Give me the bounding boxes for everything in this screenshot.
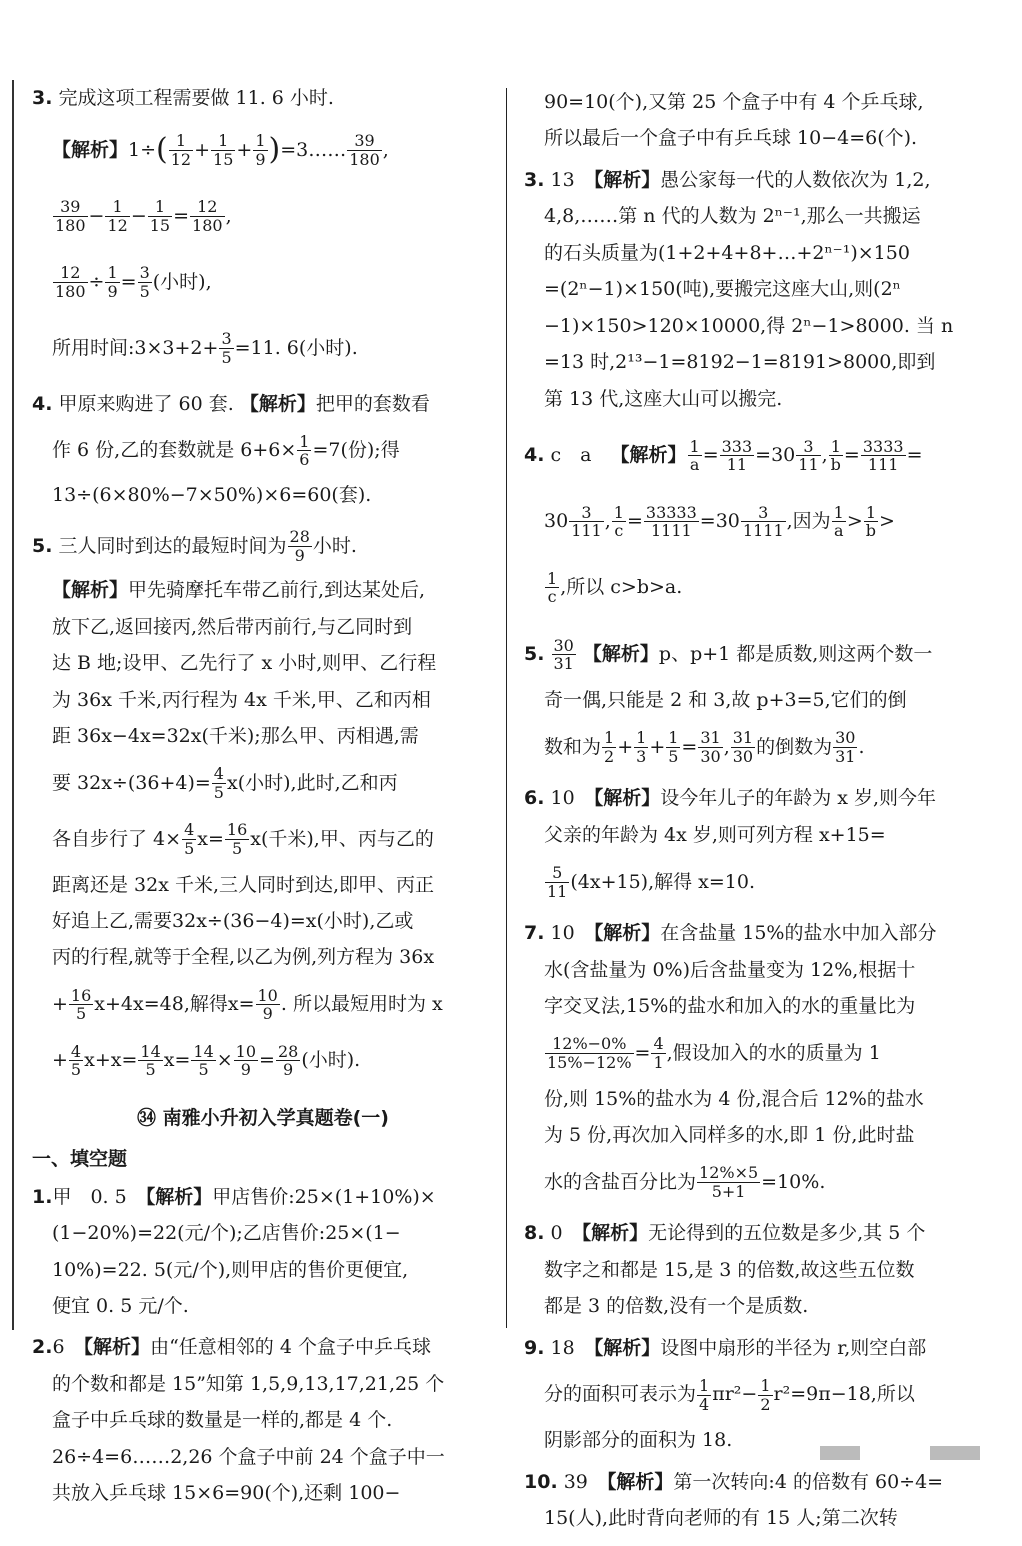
subsection-title: 一、填空题: [32, 1148, 128, 1171]
solution-text: =7(份);得: [312, 439, 400, 462]
solution-text: x=: [163, 1049, 191, 1072]
analysis-tag: 【解析】: [52, 138, 129, 161]
expr-text: 1÷: [128, 138, 157, 161]
fraction: $\frac{1}{a}$: [689, 436, 700, 475]
footer-mark: [930, 1446, 980, 1460]
solution-text: 愚公家每一代的人数依次为 1,2,: [660, 168, 931, 191]
fraction: $\frac{16}{5}$: [70, 985, 92, 1024]
solution-text: =13 时,2¹³−1=8192−1=8191>8000,即到: [544, 351, 936, 374]
answer-text: c a: [550, 444, 611, 467]
operator: ÷: [88, 270, 105, 293]
fraction: $\frac{1}{9}$: [255, 131, 266, 169]
solution-text: 的石头质量为(1+2+4+8+…+2ⁿ⁻¹)×150: [544, 241, 910, 264]
answer-5: [32, 522, 494, 1086]
question-8: [524, 1219, 986, 1321]
answer-text: 13: [550, 168, 594, 191]
fraction: $\frac{3}{11}$: [798, 436, 819, 475]
fraction: $\frac{3}{1111}$: [742, 502, 784, 541]
operator: >: [846, 510, 863, 533]
analysis-tag: 【解析】: [239, 393, 316, 416]
fraction: $\frac{12}{180}$: [192, 197, 223, 235]
solution-text: 设图中扇形的半径为 r,则空白部: [660, 1336, 927, 1359]
left-column: [32, 84, 494, 1521]
solution-text: 好追上乙,需要32x÷(36−4)=x(小时),乙或: [52, 909, 414, 932]
fraction: $\frac{14}{5}$: [193, 1041, 214, 1080]
fraction: $\frac{1}{a}$: [833, 502, 844, 541]
answer-text: 10: [550, 922, 594, 945]
item-number: 8.: [524, 1222, 545, 1245]
answer-line: [32, 522, 494, 570]
solution-line: [32, 252, 494, 312]
solution-line: [524, 857, 986, 907]
solution-text: ×: [216, 1049, 233, 1072]
fraction: $\frac{4}{1}$: [653, 1034, 664, 1073]
operator: =: [626, 510, 643, 533]
question-4: [524, 426, 986, 618]
solution-line: [524, 1029, 986, 1079]
operator: =: [681, 735, 698, 758]
solution-text: 水(含盐量为 0%)后含盐量变为 12%,根据十: [544, 958, 916, 981]
expr-text: 所用时间:3×3+2+: [52, 336, 219, 359]
analysis-tag: 【解析】: [52, 579, 129, 602]
solution-line: [524, 722, 986, 772]
close-paren: ): [268, 132, 281, 168]
solution-text: 奇一偶,只能是 2 和 3,故 p+3=5,它们的倒: [544, 688, 907, 711]
analysis-tag: 【解析】: [145, 1185, 213, 1208]
punct: ,: [604, 510, 611, 533]
answer-text: 0: [550, 1222, 582, 1245]
operator: +: [194, 138, 211, 161]
operator: =30: [699, 510, 740, 533]
solution-text: 26÷4=6……2,26 个盒子中前 24 个盒子中一: [52, 1445, 445, 1468]
fraction: $\frac{1}{b}$: [865, 502, 877, 541]
fraction: $\frac{1}{15}$: [213, 131, 234, 169]
fraction: $\frac{1}{2}$: [760, 1376, 771, 1414]
punct: ,: [225, 204, 232, 227]
item-number: 6.: [524, 787, 545, 810]
operator: =: [120, 270, 137, 293]
item-number: 5.: [524, 643, 545, 666]
operator: −: [130, 204, 147, 227]
solution-text: 在含盐量 15%的盐水中加入部分: [660, 922, 937, 945]
solution-line: [32, 815, 494, 865]
fraction: $\frac{28}{9}$: [289, 527, 310, 565]
solution-text: =10%.: [761, 1170, 826, 1193]
operator: =: [843, 444, 860, 467]
fraction: $\frac{333}{11}$: [721, 436, 753, 475]
solution-text: 把甲的套数看: [315, 393, 430, 416]
solution-text: 距 36x−4x=32x(千米);那么甲、丙相遇,需: [52, 725, 419, 748]
punct: ,: [821, 444, 828, 467]
solution-text: x(千米),甲、丙与乙的: [250, 827, 434, 850]
solution-line: [524, 630, 986, 680]
analysis-tag: 【解析】: [610, 444, 687, 467]
fraction: $\frac{31}{30}$: [700, 728, 721, 766]
question-1: [32, 1183, 494, 1322]
solution-text: 的倒数为: [756, 735, 833, 758]
punct: ,: [723, 735, 730, 758]
solution-text: 分的面积可表示为: [544, 1383, 697, 1406]
item-number: 3.: [524, 168, 545, 191]
analysis-tag: 【解析】: [582, 643, 659, 666]
operator: −: [88, 204, 105, 227]
binding-edge-line: [12, 80, 14, 1330]
item-number: 4.: [524, 444, 545, 467]
fraction: $\frac{30}{31}$: [553, 635, 574, 674]
solution-line: [32, 980, 494, 1030]
solution-text: 15(人),此时背向老师的有 15 人;第二次转: [544, 1507, 898, 1530]
expr-text: =11. 6(小时).: [234, 336, 358, 359]
fraction: $\frac{1}{6}$: [299, 431, 310, 470]
solution-text: 由“任意相邻的 4 个盒子中乒乓球: [150, 1336, 431, 1359]
fraction: $\frac{30}{31}$: [835, 728, 856, 766]
solution-text: πr²−: [712, 1383, 758, 1406]
answer-text: 39: [563, 1470, 607, 1493]
fraction: $\frac{1}{4}$: [699, 1376, 710, 1414]
solution-text: x+x=: [84, 1049, 138, 1072]
solution-text: 4,8,……第 n 代的人数为 2ⁿ⁻¹,那么一共搬运: [544, 205, 921, 228]
answer-text: 18: [550, 1336, 594, 1359]
solution-text: 的个数和都是 15”知第 1,5,9,13,17,21,25 个: [52, 1372, 445, 1395]
solution-line: [32, 318, 494, 378]
item-number: 10.: [524, 1470, 558, 1493]
fraction: $\frac{4}{5}$: [70, 1041, 82, 1080]
analysis-tag: 【解析】: [83, 1336, 151, 1359]
solution-line: [32, 427, 494, 475]
item-number: 3.: [32, 87, 53, 109]
fraction: $\frac{10}{9}$: [235, 1041, 257, 1080]
item-number: 9.: [524, 1336, 545, 1359]
fraction: $\frac{12\%\times 5}{5+1}$: [699, 1163, 759, 1201]
solution-text: 阴影部分的面积为 18.: [544, 1429, 733, 1452]
solution-text: =(2ⁿ−1)×150(吨),要搬完这座大山,则(2ⁿ: [544, 278, 901, 301]
solution-text: (小时).: [301, 1049, 361, 1072]
solution-text: 无论得到的五位数是多少,其 5 个: [648, 1222, 926, 1245]
solution-text: 甲店售价:25×(1+10%)×: [212, 1185, 436, 1208]
analysis-tag: 【解析】: [593, 168, 661, 191]
solution-text: 为 5 份,再次加入同样多的水,即 1 份,此时盐: [544, 1124, 915, 1146]
operator: =30: [755, 444, 796, 467]
fraction: $\frac{1}{b}$: [830, 436, 841, 475]
solution-text: 90=10(个),又第 25 个盒子中有 4 个乒乓球,: [544, 91, 924, 113]
fraction: $\frac{28}{9}$: [277, 1041, 299, 1080]
operator: =: [906, 444, 923, 467]
solution-text: 作 6 份,乙的套数就是 6+6×: [52, 439, 297, 462]
operator: =: [702, 444, 719, 467]
solution-text: 为 36x 千米,丙行程为 4x 千米,甲、乙和丙相: [52, 688, 431, 711]
solution-line: [32, 759, 494, 809]
analysis-tag: 【解析】: [593, 922, 661, 945]
fraction: $\frac{3}{111}$: [571, 502, 602, 541]
answer-3: [32, 84, 494, 378]
operator: =: [173, 204, 190, 227]
solution-line: [32, 1036, 494, 1086]
item-number: 5.: [32, 534, 53, 557]
solution-text: ,所以 c>b>a.: [560, 576, 683, 599]
solution-text: 水的含盐百分比为: [544, 1170, 697, 1193]
solution-text: +: [52, 993, 68, 1016]
answer-text: 小时.: [312, 534, 357, 557]
solution-text: 第一次转向:4 的倍数有 60÷4=: [673, 1470, 944, 1493]
answer-text: 完成这项工程需要做 11. 6 小时.: [58, 87, 334, 109]
solution-text: (4x+15),解得 x=10.: [570, 870, 756, 893]
answer-text: 甲 0. 5: [52, 1185, 146, 1208]
solution-text: ,因为: [786, 510, 831, 533]
question-9: [524, 1334, 986, 1456]
solution-line: [524, 492, 986, 552]
fraction: $\frac{1}{c}$: [547, 568, 558, 607]
fraction: $\frac{14}{5}$: [140, 1041, 161, 1080]
fraction: $\frac{1}{c}$: [613, 502, 624, 541]
solution-text: 丙的行程,就等于全程,以乙为例,列方程为 36x: [52, 946, 435, 969]
fraction: $\frac{3333}{111}$: [862, 436, 904, 475]
solution-text: p、p+1 都是质数,则这两个数一: [658, 643, 933, 666]
solution-text: 数字之和都是 15,是 3 的倍数,故这些五位数: [544, 1258, 915, 1281]
solution-line: [524, 426, 986, 486]
solution-text: 30: [544, 510, 569, 533]
expr-text: =3……: [280, 138, 347, 161]
fraction: $\frac{1}{3}$: [636, 728, 647, 766]
question-3: [524, 166, 986, 414]
solution-text: 达 B 地;设甲、乙先行了 x 小时,则甲、乙行程: [52, 652, 437, 675]
fraction: $\frac{1}{2}$: [604, 728, 615, 766]
solution-text: 共放入乒乓球 15×6=90(个),还剩 100−: [52, 1482, 401, 1505]
fraction: $\frac{5}{11}$: [547, 863, 568, 901]
fraction: $\frac{39}{180}$: [349, 131, 380, 169]
solution-text: (1−20%)=22(元/个);乙店售价:25×(1−: [52, 1222, 401, 1245]
fraction: $\frac{1}{12}$: [107, 197, 128, 235]
fraction: $\frac{1}{12}$: [170, 131, 192, 169]
question-5: [524, 630, 986, 772]
question-10: [524, 1468, 986, 1534]
operator: +: [649, 735, 666, 758]
punct: ,: [382, 138, 389, 161]
column-divider: [506, 88, 507, 1328]
solution-line: [32, 120, 494, 180]
solution-text: 父亲的年龄为 4x 岁,则可列方程 x+15=: [544, 823, 886, 846]
item-number: 1.: [32, 1185, 53, 1208]
solution-text: =: [259, 1049, 275, 1072]
section-title: ㉞ 南雅小升初入学真题卷(一): [137, 1106, 389, 1129]
solution-line: [32, 186, 494, 246]
fraction: $\frac{4}{5}$: [184, 820, 195, 858]
fraction: $\frac{10}{9}$: [257, 985, 278, 1024]
fraction: $\frac{31}{30}$: [732, 728, 754, 766]
solution-text: ,假设加入的水的质量为 1: [666, 1041, 881, 1064]
operator: >: [879, 510, 895, 533]
analysis-tag: 【解析】: [606, 1470, 674, 1493]
continuation: [524, 88, 986, 154]
analysis-tag: 【解析】: [581, 1222, 649, 1245]
answer-text: 6: [52, 1336, 84, 1359]
solution-text: . 所以最短用时为 x: [280, 993, 443, 1016]
solution-text: 盒子中乒乓球的数量是一样的,都是 4 个.: [52, 1409, 393, 1432]
solution-text: 数和为: [544, 735, 602, 758]
operator: =: [634, 1041, 651, 1064]
solution-text: 字交叉法,15%的盐水和加入的水的重量比为: [544, 995, 916, 1018]
answer-text: 甲原来购进了 60 套.: [58, 393, 234, 416]
fraction: $\frac{16}{5}$: [226, 820, 248, 858]
solution-text: +: [52, 1049, 68, 1072]
solution-text: x(小时),此时,乙和丙: [226, 771, 398, 794]
answer-4: [32, 390, 494, 510]
punct: .: [858, 735, 865, 758]
expr-text: (小时),: [152, 270, 212, 293]
solution-text: r²=9π−18,所以: [773, 1383, 915, 1406]
solution-text: 10%)=22. 5(元/个),则甲店的售价更便宜,: [52, 1258, 409, 1281]
solution-line: [524, 1370, 986, 1420]
solution-text: 都是 3 的倍数,没有一个是质数.: [544, 1295, 809, 1318]
footer-mark: [820, 1446, 860, 1460]
solution-text: x+4x=48,解得x=: [94, 993, 255, 1016]
solution-text: 放下乙,返回接丙,然后带丙前行,与乙同时到: [52, 615, 413, 638]
item-number: 7.: [524, 922, 545, 945]
fraction: $\frac{1}{5}$: [668, 728, 679, 766]
fraction: $\frac{39}{180}$: [55, 197, 86, 235]
solution-text: 所以最后一个盒子中有乒乓球 10−4=6(个).: [544, 127, 918, 150]
item-number: 4.: [32, 393, 53, 416]
solution-text: 份,则 15%的盐水为 4 份,混合后 12%的盐水: [544, 1087, 924, 1110]
question-7: [524, 919, 986, 1207]
right-column: [524, 88, 986, 1546]
operator: +: [617, 735, 634, 758]
solution-text: 13÷(6×80%−7×50%)×6=60(套).: [52, 483, 372, 506]
fraction: $\frac{12\%-0\%}{15\%-12\%}$: [547, 1034, 632, 1073]
solution-text: 各自步行了 4×: [52, 827, 182, 850]
fraction: $\frac{3}{5}$: [139, 263, 150, 301]
fraction: $\frac{33333}{1111}$: [645, 502, 697, 541]
analysis-tag: 【解析】: [593, 787, 661, 810]
solution-line: [524, 558, 986, 618]
solution-text: 便宜 0. 5 元/个.: [52, 1295, 189, 1317]
solution-text: 设今年儿子的年龄为 x 岁,则今年: [660, 787, 937, 810]
solution-text: x=: [197, 827, 224, 850]
analysis-tag: 【解析】: [593, 1336, 661, 1359]
fraction: $\frac{1}{9}$: [107, 263, 118, 301]
question-2: [32, 1333, 494, 1508]
solution-text: −1)×150>120×10000,得 2ⁿ−1>8000. 当 n: [544, 314, 954, 337]
fraction: $\frac{4}{5}$: [213, 764, 224, 802]
solution-text: 甲先骑摩托车带乙前行,到达某处后,: [128, 579, 426, 602]
question-6: [524, 784, 986, 907]
operator: +: [236, 138, 253, 161]
answer-text: 三人同时到达的最短时间为: [58, 534, 287, 557]
solution-line: [524, 1157, 986, 1207]
fraction: $\frac{1}{15}$: [149, 197, 171, 235]
solution-text: 距离还是 32x 千米,三人同时到达,即甲、丙正: [52, 873, 435, 896]
fraction: $\frac{3}{5}$: [221, 329, 232, 367]
item-number: 2.: [32, 1336, 53, 1359]
fraction: $\frac{12}{180}$: [55, 263, 86, 301]
solution-text: 第 13 代,这座大山可以搬完.: [544, 387, 783, 410]
answer-text: 10: [550, 787, 594, 810]
solution-text: 要 32x÷(36+4)=: [52, 771, 211, 794]
open-paren: (: [156, 132, 168, 168]
